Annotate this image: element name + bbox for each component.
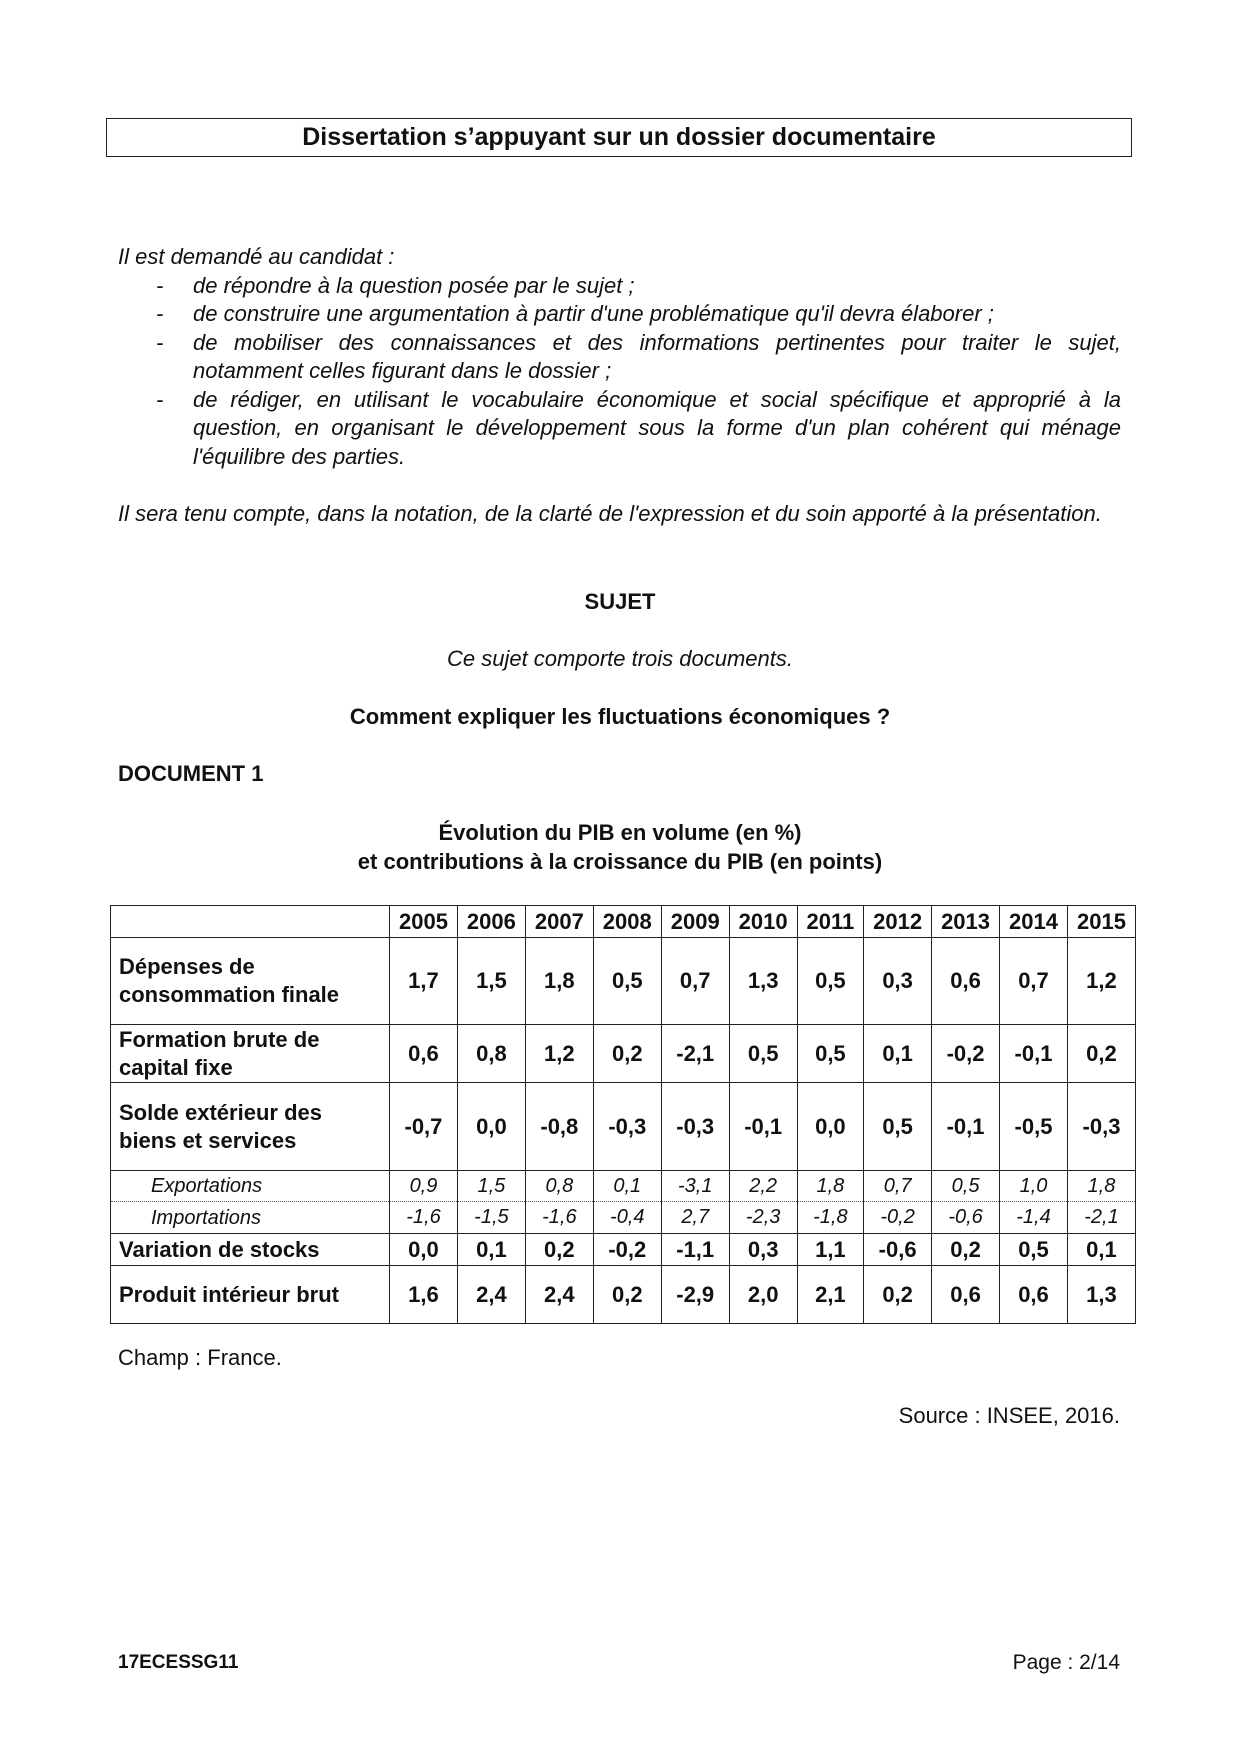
year-header: 2012 [864,906,932,938]
value-cell: 0,6 [932,938,1000,1025]
footer-code: 17ECESSG11 [118,1652,239,1673]
table-row [111,1266,1136,1324]
value-cell: -0,1 [729,1083,797,1171]
value-cell: 1,0 [1000,1171,1068,1202]
year-header: 2009 [661,906,729,938]
instruction-item [118,386,1121,472]
value-cell: 2,2 [729,1171,797,1202]
source-note: Source : INSEE, 2016. [898,1403,1120,1428]
value-cell: 1,2 [525,1025,593,1083]
year-header: 2005 [390,906,458,938]
value-cell: 1,3 [1067,1266,1135,1324]
value-cell: -2,1 [1067,1202,1135,1234]
value-cell: -1,1 [661,1234,729,1266]
value-cell: -2,3 [729,1202,797,1234]
value-cell: 2,4 [457,1266,525,1324]
presentation-note: Il sera tenu compte, dans la notation, de la clarté de l'expression et du soin apporté à la présentation. [118,501,1102,526]
corner-cell [111,906,390,938]
subject-heading: SUJET [584,589,656,614]
year-header: 2008 [593,906,661,938]
value-cell: 2,7 [661,1202,729,1234]
table-title-line2: et contributions à la croissance du PIB (en points) [357,849,883,874]
row-label: Exportations [111,1171,390,1202]
year-header: 2013 [932,906,1000,938]
value-cell: -1,6 [525,1202,593,1234]
row-label: Produit intérieur brut [111,1266,390,1324]
value-cell: -2,1 [661,1025,729,1083]
value-cell: -0,1 [1000,1025,1068,1083]
value-cell: 0,1 [1067,1234,1135,1266]
champ-note: Champ : France. [118,1345,282,1370]
value-cell: 0,5 [932,1171,1000,1202]
value-cell: 0,6 [932,1266,1000,1324]
value-cell: 1,8 [797,1171,864,1202]
value-cell: -0,6 [932,1202,1000,1234]
year-header: 2015 [1067,906,1135,938]
value-cell: 0,6 [1000,1266,1068,1324]
value-cell: 1,8 [525,938,593,1025]
instruction-text: de construire une argumentation à partir d'une problématique qu'il devra élaborer ; [193,301,994,326]
table-row [111,1171,1136,1202]
value-cell: 0,2 [525,1234,593,1266]
table-row [111,1083,1136,1171]
row-label: Variation de stocks [111,1234,390,1266]
table-row [111,1025,1136,1083]
value-cell: 2,1 [797,1266,864,1324]
value-cell: 0,5 [797,938,864,1025]
value-cell: -0,2 [593,1234,661,1266]
value-cell: 2,0 [729,1266,797,1324]
subject-question: Comment expliquer les fluctuations économiques ? [349,704,891,729]
row-label: Formation brute de capital fixe [111,1025,390,1083]
instructions [118,243,1121,471]
value-cell: 1,8 [1067,1171,1135,1202]
value-cell: 0,9 [390,1171,458,1202]
table-title-line1: Évolution du PIB en volume (en %) [438,820,802,845]
value-cell: 0,3 [729,1234,797,1266]
bullet-dash: - [156,329,164,355]
value-cell: 0,0 [457,1083,525,1171]
row-label: Dépenses de consommation finale [111,938,390,1025]
value-cell: -0,1 [932,1083,1000,1171]
year-header: 2007 [525,906,593,938]
value-cell: 0,5 [729,1025,797,1083]
value-cell: 0,5 [593,938,661,1025]
bullet-dash: - [156,272,164,298]
value-cell: 0,5 [1000,1234,1068,1266]
table-row [111,938,1136,1025]
value-cell: -3,1 [661,1171,729,1202]
value-cell: 0,3 [864,938,932,1025]
document-title: Dissertation s’appuyant sur un dossier documentaire [106,118,1132,157]
value-cell: 1,6 [390,1266,458,1324]
value-cell: -0,3 [1067,1083,1135,1171]
bullet-dash: - [156,301,164,326]
gdp-table [110,905,1136,1324]
document-label: DOCUMENT 1 [118,761,264,786]
instructions-list [118,272,1121,472]
value-cell: 1,7 [390,938,458,1025]
value-cell: -0,6 [864,1234,932,1266]
value-cell: -0,8 [525,1083,593,1171]
value-cell: -0,3 [593,1083,661,1171]
table-header-row [111,906,1136,938]
instruction-item [118,329,1121,386]
value-cell: 0,1 [593,1171,661,1202]
table-title [0,818,1240,876]
value-cell: 0,7 [661,938,729,1025]
value-cell: 0,2 [593,1025,661,1083]
value-cell: 1,5 [457,1171,525,1202]
value-cell: -0,2 [864,1202,932,1234]
value-cell: 0,0 [390,1234,458,1266]
value-cell: 0,8 [525,1171,593,1202]
value-cell: -0,4 [593,1202,661,1234]
value-cell: 0,7 [864,1171,932,1202]
value-cell: 0,2 [864,1266,932,1324]
year-header: 2006 [457,906,525,938]
value-cell: 0,5 [797,1025,864,1083]
value-cell: 0,8 [457,1025,525,1083]
value-cell: 0,6 [390,1025,458,1083]
value-cell: -0,7 [390,1083,458,1171]
value-cell: -0,5 [1000,1083,1068,1171]
value-cell: 0,5 [864,1083,932,1171]
value-cell: 1,1 [797,1234,864,1266]
row-label: Solde extérieur des biens et services [111,1083,390,1171]
instruction-text: de rédiger, en utilisant le vocabulaire économique et social spécifique et approprié à la question, en organisant le développement sous la forme d'un plan cohérent qui ménage l'équilibre des parties. [193,386,1121,469]
value-cell: -0,3 [661,1083,729,1171]
instruction-item [118,300,1121,329]
value-cell: -2,9 [661,1266,729,1324]
instruction-text: de répondre à la question posée par le sujet ; [193,272,635,298]
year-header: 2011 [797,906,864,938]
value-cell: 1,2 [1067,938,1135,1025]
value-cell: 0,7 [1000,938,1068,1025]
value-cell: -1,4 [1000,1202,1068,1234]
value-cell: -1,5 [457,1202,525,1234]
value-cell: 1,5 [457,938,525,1025]
row-label: Importations [111,1202,390,1234]
year-header: 2014 [1000,906,1068,938]
value-cell: 0,2 [593,1266,661,1324]
value-cell: -0,2 [932,1025,1000,1083]
value-cell: 0,0 [797,1083,864,1171]
table-row [111,1234,1136,1266]
instruction-text: de mobiliser des connaissances et des informations pertinentes pour traiter le sujet, notamment celles figurant dans le dossier ; [193,329,1121,383]
page-number: Page : 2/14 [1012,1651,1120,1674]
year-header: 2010 [729,906,797,938]
value-cell: 0,1 [457,1234,525,1266]
value-cell: 0,1 [864,1025,932,1083]
subject-count: Ce sujet comporte trois documents. [446,646,794,671]
bullet-dash: - [156,386,164,412]
value-cell: 2,4 [525,1266,593,1324]
value-cell: -1,8 [797,1202,864,1234]
instruction-item [118,272,1121,301]
instructions-intro: Il est demandé au candidat : [118,244,395,269]
value-cell: 1,3 [729,938,797,1025]
value-cell: 0,2 [932,1234,1000,1266]
value-cell: -1,6 [390,1202,458,1234]
value-cell: 0,2 [1067,1025,1135,1083]
table-row [111,1202,1136,1234]
